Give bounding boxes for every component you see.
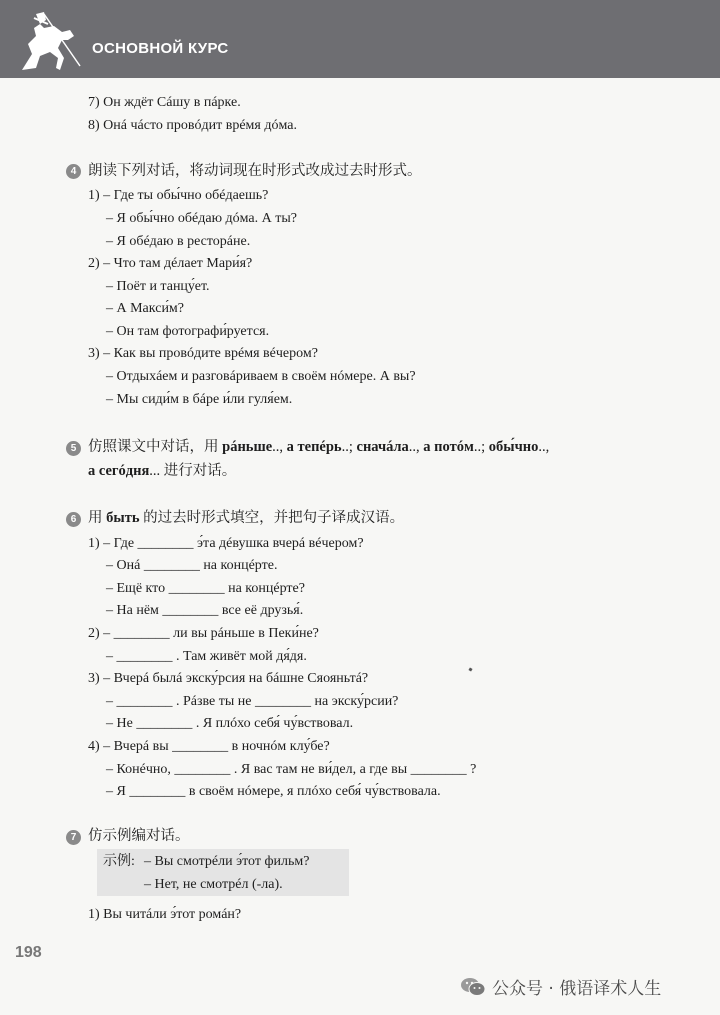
scan-speck	[468, 667, 472, 671]
dialog-line: 1) – Где ты обы́чно обéдаешь?	[88, 188, 269, 203]
horse-rider-icon	[14, 10, 86, 74]
exercise-number: 5	[66, 441, 81, 456]
phrase: сначáла	[356, 439, 409, 455]
text-line: 7) Он ждёт Сáшу в пáрке.	[88, 95, 241, 110]
fill-in-line: – ________ . Там живёт мой дя́дя.	[106, 649, 307, 664]
dialog-line: 2) – Что там дéлает Мари́я?	[88, 256, 253, 271]
title-text: ..,	[408, 439, 424, 455]
exercise-title	[88, 437, 549, 457]
phrase: рáньше	[222, 439, 273, 455]
header-title: ОСНОВНОЙ КУРС	[92, 40, 229, 57]
fill-in-line: – ________ . Рáзве ты не ________ на экску́рсии?	[106, 694, 399, 709]
exercise-number: 7	[66, 830, 81, 845]
text-line: 8) Онá чáсто провóдит врéмя дóма.	[88, 118, 297, 133]
exercise-title: 朗读下列对话，将动词现在时形式改成过去时形式。	[88, 163, 422, 179]
exercise-title: 仿示例编对话。	[88, 828, 190, 844]
title-text: ..,	[272, 439, 287, 455]
fill-in-line: 4) – Вчерá вы ________ в ночнóм клу́бе?	[88, 739, 330, 754]
fill-in-line: – Я ________ в своём нóмере, я плóхо себя́ чу́вствовала.	[106, 784, 441, 799]
wechat-icon	[460, 977, 486, 997]
fill-in-line: – Онá ________ на концéрте.	[106, 558, 278, 573]
example-line: – Нет, не смотрéл (-ла).	[144, 877, 283, 892]
title-text: 用	[88, 510, 107, 526]
page-header	[0, 0, 720, 78]
dialog-line: – Отдыхáем и разговáриваем в своём нóмере. А вы?	[106, 369, 416, 384]
dialog-line: – Я обéдаю в ресторáне.	[106, 234, 251, 249]
page-number: 198	[15, 944, 42, 961]
title-text: ..,	[538, 439, 550, 455]
exercise-title-cont	[88, 461, 236, 481]
fill-in-line: 3) – Вчерá былá экску́рсия на бáшне Сяояньтá?	[88, 671, 369, 686]
fill-in-line: 2) – ________ ли вы рáньше в Пеки́не?	[88, 626, 319, 641]
phrase: а тепéрь	[286, 439, 342, 455]
title-text: ..;	[473, 439, 489, 455]
dialog-line: – Он там фотографи́руется.	[106, 324, 270, 339]
example-line: – Вы смотрéли э́тот фильм?	[144, 854, 310, 869]
fill-in-line: – Конéчно, ________ . Я вас там не ви́дел, а где вы ________ ?	[106, 762, 477, 777]
title-text: ..;	[341, 439, 357, 455]
fill-in-line: – На нём ________ все её друзья́.	[106, 603, 304, 618]
title-text: 仿照课文中对话，用	[88, 439, 223, 455]
exercise-number: 6	[66, 512, 81, 527]
exercise-line: 1) Вы читáли э́тот ромáн?	[88, 907, 242, 922]
phrase: а потóм	[423, 439, 474, 455]
dialog-line: – Мы сиди́м в бáре и́ли гуля́ем.	[106, 392, 293, 407]
exercise-title	[88, 508, 404, 528]
dialog-line: – Я обы́чно обéдаю дóма. А ты?	[106, 211, 297, 226]
phrase: быть	[106, 510, 140, 526]
fill-in-line: 1) – Где ________ э́та дéвушка вчерá вéчером?	[88, 536, 364, 551]
fill-in-line: – Ещё кто ________ на концéрте?	[106, 581, 305, 596]
example-label: 示例:	[103, 854, 135, 869]
title-text: ... 进行对话。	[149, 463, 237, 479]
dialog-line: – Поёт и танцу́ет.	[106, 279, 210, 294]
watermark-text: 公众号 · 俄语译术人生	[492, 979, 662, 999]
title-text: 的过去时形式填空，并把句子译成汉语。	[139, 510, 405, 526]
fill-in-line: – Не ________ . Я плóхо себя́ чу́вствовал.	[106, 716, 354, 731]
phrase: обы́чно	[488, 439, 539, 455]
exercise-number: 4	[66, 164, 81, 179]
dialog-line: 3) – Как вы провóдите врéмя вéчером?	[88, 346, 318, 361]
phrase: а сегóдня	[88, 463, 150, 479]
dialog-line: – А Макси́м?	[106, 301, 185, 316]
